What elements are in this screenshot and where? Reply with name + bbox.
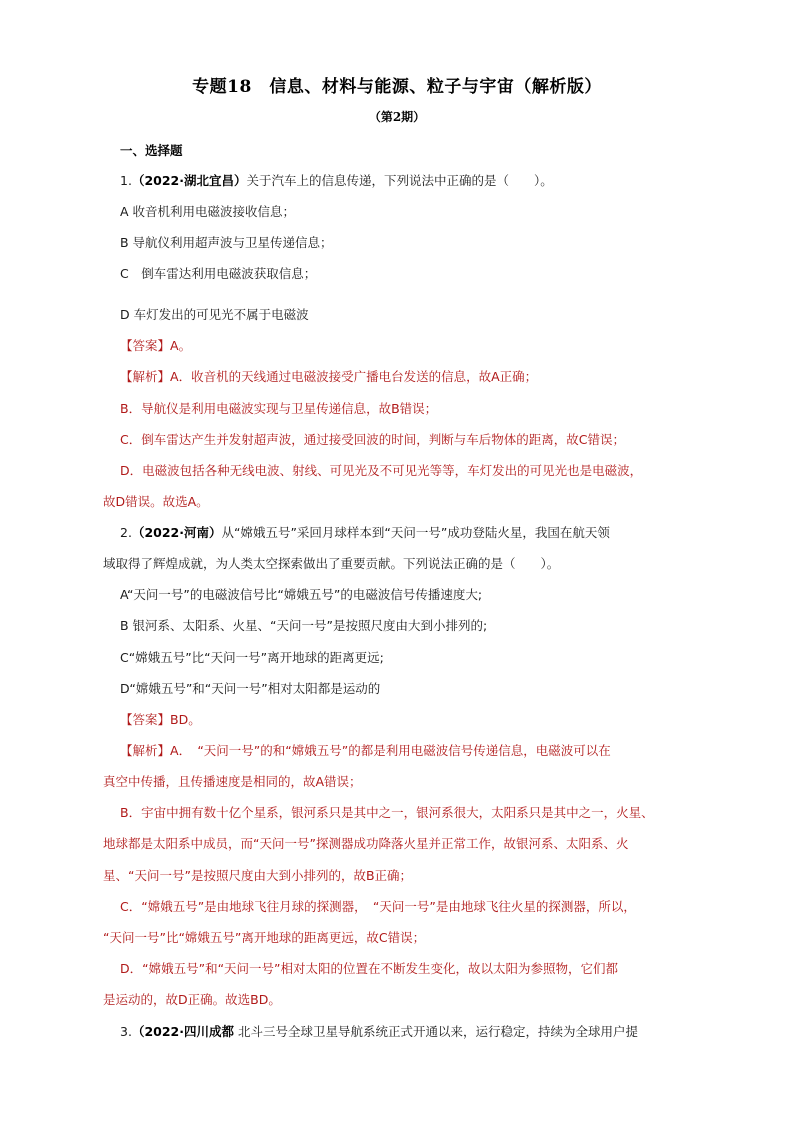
question-1-analysis-d: D．电磁波包括各种无线电波、射线、可见光及不可见光等等，车灯发出的可见光也是电磁波， <box>120 463 643 478</box>
answer-label: 【答案】 <box>120 712 171 727</box>
analysis-line: A．收音机的天线通过电磁波接受广播电台发送的信息，故A正确； <box>170 369 538 384</box>
question-text: 从“嫦娥五号”采回月球样本到“天问一号”成功登陆火星，我国在航天领 <box>221 525 610 540</box>
question-2-analysis-a <box>120 743 611 759</box>
answer-value: A。 <box>170 338 192 353</box>
question-2-analysis-a-cont: 真空中传播，且传播速度是相同的，故A错误； <box>103 774 362 789</box>
question-number: 1. <box>120 173 132 188</box>
question-2-stem-line-1 <box>120 525 610 541</box>
question-2-option-d: D“嫦娥五号”和“天问一号”相对太阳都是运动的 <box>120 681 381 696</box>
question-2-option-c: C“嫦娥五号”比“天问一号”离开地球的距离更远; <box>120 650 384 665</box>
answer-label: 【答案】 <box>120 338 171 353</box>
question-1-option-b: B 导航仪利用超声波与卫星传递信息； <box>120 235 333 250</box>
analysis-label: 【解析】 <box>120 743 171 758</box>
question-source: （2022·四川成都 <box>131 1024 234 1039</box>
question-2-option-a: A“天问一号”的电磁波信号比“嫦娥五号”的电磁波信号传播速度大; <box>120 587 483 602</box>
analysis-line: A． “天问一号”的和“嫦娥五号”的都是利用电磁波信号传递信息，电磁波可以在 <box>170 743 611 758</box>
question-number: 2. <box>120 525 132 540</box>
question-2-analysis-d: D．“嫦娥五号”和“天问一号”相对太阳的位置在不断发生变化，故以太阳为参照物，它们都 <box>120 961 619 976</box>
question-2-analysis-b-cont-1: 地球都是太阳系中成员，而“天问一号”探测器成功降落火星并正常工作，故银河系、太阳系、火 <box>103 836 629 851</box>
question-1-analysis-b: B．导航仪是利用电磁波实现与卫星传递信息，故B错误； <box>120 401 438 416</box>
question-1-option-a: A 收音机利用电磁波接收信息； <box>120 204 296 219</box>
question-source: （2022·河南） <box>131 525 222 540</box>
analysis-label: 【解析】 <box>120 369 171 384</box>
question-1-option-c: C 倒车雷达利用电磁波获取信息； <box>120 266 317 281</box>
question-2-analysis-conclusion: 是运动的，故D正确。故选BD。 <box>103 992 281 1007</box>
question-1-stem <box>120 173 553 189</box>
question-text: 北斗三号全球卫星导航系统正式开通以来，运行稳定，持续为全球用户提 <box>237 1024 638 1039</box>
document-title: 专题18 信息、材料与能源、粒子与宇宙（解析版） <box>192 77 602 97</box>
question-1-analysis-conclusion: 故D错误。故选A。 <box>103 494 209 509</box>
question-source: （2022·湖北宜昌） <box>131 173 247 188</box>
answer-value: BD。 <box>170 712 201 727</box>
question-text: 关于汽车上的信息传递，下列说法中正确的是（ ）。 <box>246 173 553 188</box>
question-2-stem-line-2: 域取得了辉煌成就，为人类太空探索做出了重要贡献。下列说法正确的是（ ）。 <box>103 556 560 571</box>
question-2-analysis-b-cont-2: 星、“天问一号”是按照尺度由大到小排列的，故B正确； <box>103 868 413 883</box>
question-1-analysis-a <box>120 369 537 385</box>
question-number: 3. <box>120 1024 132 1039</box>
question-1-option-d: D 车灯发出的可见光不属于电磁波 <box>120 307 309 322</box>
question-2-analysis-c-cont: “天问一号”比“嫦娥五号”离开地球的距离更远，故C错误； <box>103 930 426 945</box>
question-2-analysis-b: B．宇宙中拥有数十亿个星系，银河系只是其中之一，银河系很大，太阳系只是其中之一，火星、 <box>120 805 654 820</box>
document-subtitle: （第2期） <box>368 110 426 124</box>
question-2-option-b: B 银河系、太阳系、火星、“天问一号”是按照尺度由大到小排列的; <box>120 618 488 633</box>
section-heading: 一、选择题 <box>120 143 183 158</box>
question-2-analysis-c: C．“嫦娥五号”是由地球飞往月球的探测器， “天问一号”是由地球飞往火星的探测器，所以， <box>120 899 636 914</box>
question-3-stem <box>120 1024 638 1040</box>
question-1-answer <box>120 338 191 354</box>
question-1-analysis-c: C．倒车雷达产生并发射超声波，通过接受回波的时间，判断与车后物体的距离，故C错误； <box>120 432 625 447</box>
question-2-answer <box>120 712 201 728</box>
